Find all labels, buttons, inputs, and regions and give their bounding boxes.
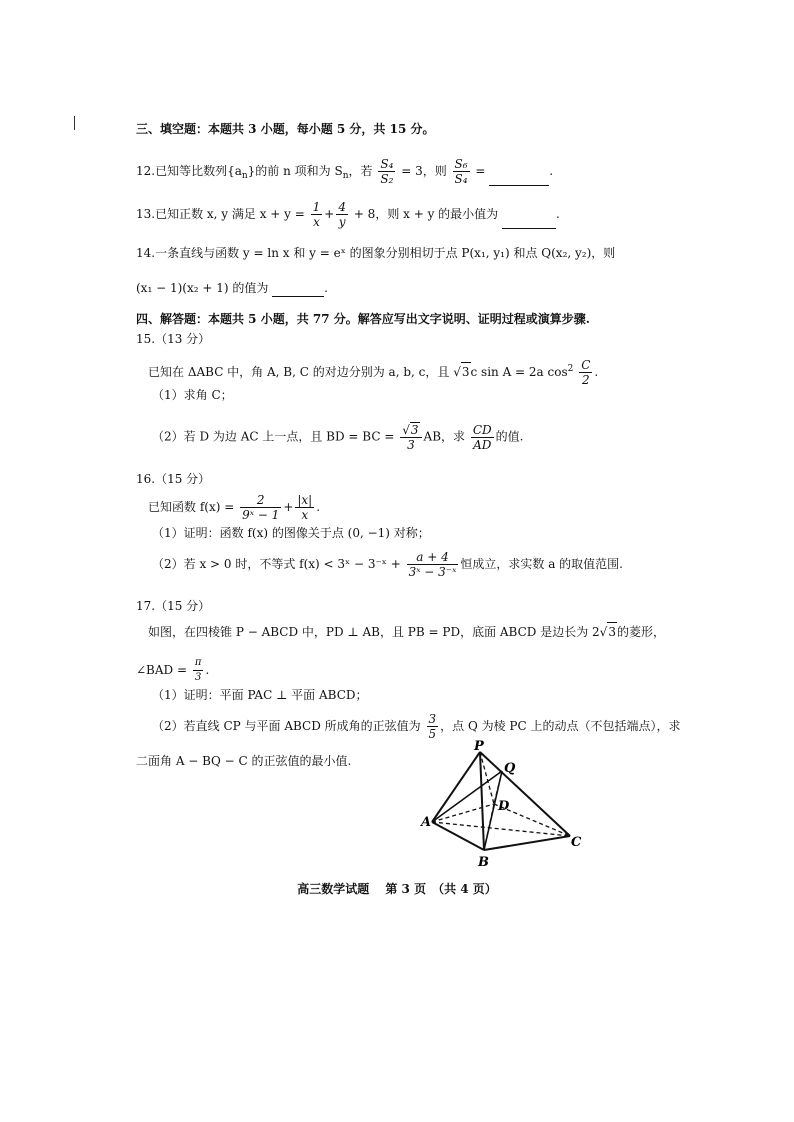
- section-4-heading: 四、解答题：本题共 5 小题，共 77 分。解答应写出文字说明、证明过程或演算步骤.: [136, 312, 590, 326]
- label-P: P: [474, 739, 484, 754]
- q15-fraction: $\frac{C}{2}$: [581, 358, 591, 387]
- question-16-part-1: （1）证明：函数 f(x) 的图像关于点 (0, −1) 对称；: [152, 526, 430, 540]
- label-B: B: [478, 855, 489, 870]
- question-16-title: 16.（15 分）: [136, 472, 211, 486]
- question-16-part-2: （2）若 x > 0 时，不等式 f(x) < 3ˣ − 3⁻ˣ + $\frac{a + 4}{\text{3ˣ − 3⁻ˣ}}$ 恒成立，求实数 a 的取值范围.: [152, 550, 623, 579]
- question-17-stem: 如图，在四棱锥 P − ABCD 中，PD ⊥ AB，且 PB = PD，底面 ABCD 是边长为 2√3的菱形，: [148, 622, 665, 641]
- section-3-heading: 三、填空题：本题共 3 小题，每小题 5 分，共 15 分。: [136, 122, 435, 136]
- q17-p2-fraction: $\frac{3}{5}$: [428, 712, 437, 741]
- label-Q: Q: [504, 761, 516, 776]
- question-14-line-2: (x₁ − 1)(x₂ + 1) 的值为 .: [136, 281, 328, 295]
- q16-fraction-1: $\frac{2}{\text{9ˣ − 1}}$: [242, 493, 280, 522]
- edge-PA: [432, 752, 480, 822]
- q15-p2-fraction: $\frac{√3}{3}$: [400, 422, 421, 452]
- q17-sqrt: √3: [600, 622, 617, 641]
- q13-fraction-2: $\frac{4}{y}$: [338, 200, 346, 229]
- q16-fraction-2: $\frac{|x|}{x}$: [297, 493, 313, 522]
- question-16-stem: 已知函数 f(x) = $\frac{2}{\text{9ˣ − 1}}$ + $\frac{|x|}{x}$ .: [148, 493, 321, 522]
- q12-answer-blank: [489, 171, 549, 186]
- q13-answer-blank: [502, 214, 556, 229]
- label-C: C: [571, 835, 582, 850]
- q13-prefix: 13.已知正数 x, y 满足 x + y =: [136, 207, 305, 221]
- question-17-angle: ∠BAD = $\frac{\pi}{3}$ .: [136, 657, 210, 683]
- q12-eq: = 3，则: [401, 164, 447, 178]
- q12-tail: =: [475, 164, 486, 178]
- q12-fraction-2: $\frac{\text{S₆}}{\text{S₄}}$: [454, 157, 468, 186]
- question-15-stem: 已知在 ΔABC 中，角 A, B, C 的对边分别为 a, b, c，且 √3c sin A = 2a $\cos^2$ $\frac{C}{2}$ .: [148, 358, 599, 387]
- question-15-title: 15.（13 分）: [136, 332, 211, 346]
- question-14-line-1: 14.一条直线与函数 y = ln x 和 y = eˣ 的图象分别相切于点 P(x₁, y₁) 和点 Q(x₂, y₂)，则: [136, 246, 616, 260]
- question-17-part-1: （1）证明：平面 PAC ⊥ 平面 ABCD；: [152, 688, 368, 702]
- q13-fraction-1: $\frac{1}{x}$: [312, 200, 321, 229]
- label-D: D: [498, 799, 510, 814]
- question-17-part-2-line-2: 二面角 A − BQ − C 的正弦值的最小值.: [136, 754, 352, 768]
- question-15-part-2: （2）若 D 为边 AC 上一点，且 BD = BC = $\frac{√3}{3}$ AB，求 $\frac{CD}{AD}$ 的值.: [152, 422, 524, 452]
- edge-BC: [484, 836, 570, 850]
- edge-PC: [480, 752, 570, 836]
- pyramid-figure: [418, 738, 593, 873]
- q14-answer-blank: [272, 282, 324, 297]
- q16-p2-fraction: $\frac{a + 4}{\text{3ˣ − 3⁻ˣ}}$: [408, 550, 457, 579]
- q12-mid2: ，若: [348, 164, 373, 178]
- q15-sqrt: √3: [453, 362, 470, 381]
- pyramid-diagram: [418, 738, 593, 873]
- q13-mid: + 8，则 x + y 的最小值为: [353, 207, 499, 221]
- margin-mark: [74, 116, 75, 130]
- question-15-part-1: （1）求角 C；: [152, 388, 233, 402]
- question-17-part-2: （2）若直线 CP 与平面 ABCD 所成角的正弦值为 $\frac{3}{5}$ ，点 Q 为棱 PC 上的动点（不包括端点），求: [152, 712, 681, 741]
- q12-prefix: 12.已知等比数列{a: [136, 164, 242, 178]
- question-12: 12.已知等比数列$\{a_n\}$的前 n 项和为 $S_n$，若 $\frac{\text{S₄}}{\text{S₂}}$ = 3，则 $\frac{\text{S₆}}{\text{S₄}}$ = .: [136, 157, 554, 186]
- q12-fraction-1: $\frac{\text{S₄}}{\text{S₂}}$: [380, 157, 394, 186]
- page-footer: 高三数学试题 第 3 页 （共 4 页）: [297, 882, 497, 896]
- question-13: 13.已知正数 x, y 满足 x + y = $\frac{1}{x}$ + $\frac{4}{y}$ + 8，则 x + y 的最小值为 .: [136, 200, 560, 229]
- q17-angle-fraction: $\frac{\pi}{3}$: [194, 657, 202, 683]
- q15-p2-fraction-2: $\frac{CD}{AD}$: [472, 422, 492, 452]
- q12-mid1: }的前 n 项和为 S: [247, 164, 343, 178]
- label-A: A: [421, 815, 432, 830]
- question-17-title: 17.（15 分）: [136, 599, 211, 613]
